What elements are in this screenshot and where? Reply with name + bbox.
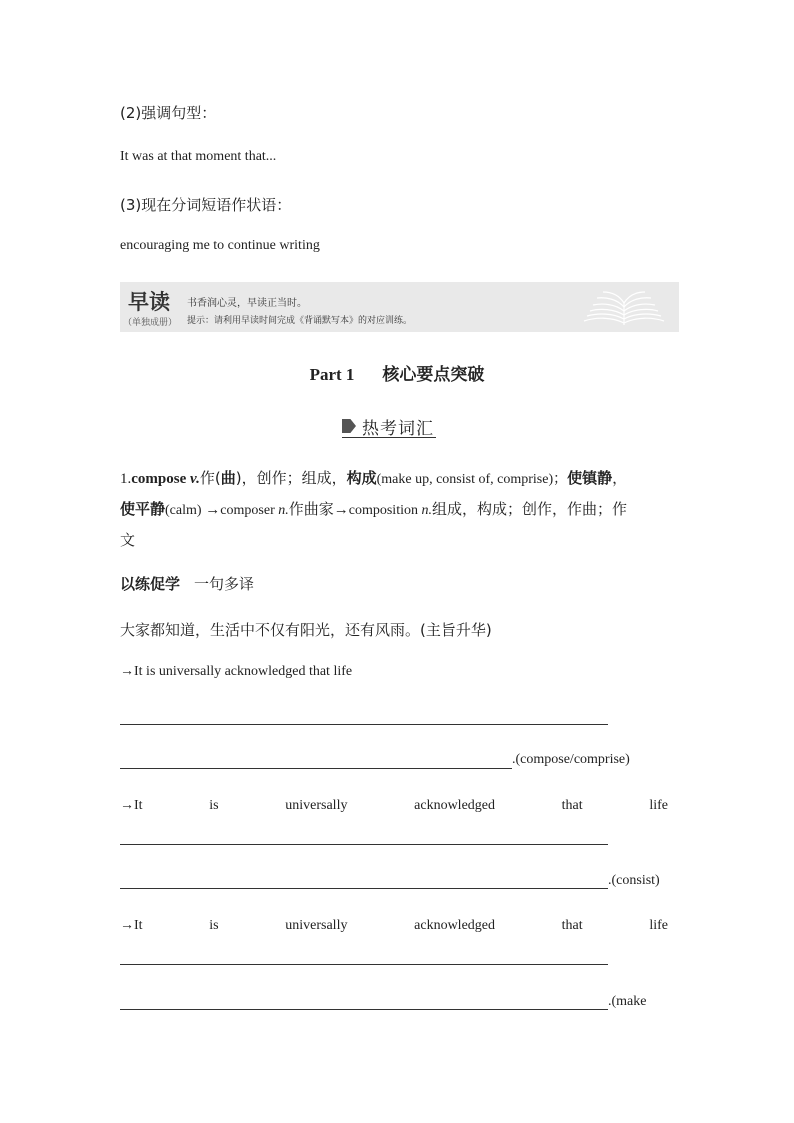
composer-meaning: 作曲家 [288,500,334,518]
vocab-entry-line1 [120,467,627,488]
practice-sub: 一句多译 [194,575,255,593]
section-heading [342,415,436,438]
entry-meaning-3: 构成 [346,469,377,487]
answer-3-start [120,918,668,934]
answer-word: →It [120,918,143,933]
banner-subtitle: （单独成册） [123,318,178,328]
composition-meaning: 组成，构成；创作，作曲；作 [431,500,627,518]
entry-pos: v. [190,471,200,487]
answer-3-blank-1[interactable] [120,964,608,965]
banner-title: 早读 [128,290,170,314]
practice-sentence: 大家都知道，生活中不仅有阳光，还有风雨。(主旨升华) [120,621,492,639]
vocab-entry-line2 [120,498,627,519]
open-book-icon [582,289,666,327]
entry-meaning-5: 使镇静 [567,469,613,487]
answer-word: acknowledged [414,918,495,933]
answer-1-blank-1[interactable] [120,724,608,725]
pos-noun: n. [278,503,289,518]
answer-word: life [649,798,668,813]
vocab-entry-line3: 文 [120,531,136,549]
part-heading: 核心要点突破 [382,365,485,385]
answer-3-blank-2[interactable] [120,1009,608,1010]
answer-2-blank-1[interactable] [120,844,608,845]
practice-label: 以练促学 [120,575,181,593]
entry-calm: (calm) [165,503,202,518]
example-emphasis: It was at that moment that... [120,149,277,164]
banner-tip: 提示：请利用早读时间完成《背诵默写本》的对应训练。 [187,316,413,326]
answer-word: acknowledged [414,798,495,813]
arrow: → [205,502,221,518]
heading-participle-adverbial: (3)现在分词短语作状语： [120,196,292,214]
answer-word: universally [285,798,348,813]
entry-meaning-calm: 使平静 [120,500,166,518]
section-title: 热考词汇 [362,418,434,439]
answer-word: universally [285,918,348,933]
entry-synonyms: (make up, consist of, comprise)； [376,472,568,487]
answer-2-blank-2[interactable] [120,888,608,889]
derivative-composer: composer [220,503,279,518]
answer-word: →It [120,798,143,813]
answer-3-hint: .(make [608,994,647,1009]
entry-meaning-2: )，创作；组成， [235,469,347,487]
entry-number: 1. [120,471,132,487]
arrow: → [333,502,349,518]
example-participle: encouraging me to continue writing [120,238,320,253]
section-marker-icon [342,419,356,433]
pos-noun: n. [421,503,432,518]
heading-emphasis-pattern: (2)强调句型： [120,104,217,122]
answer-2-start [120,798,668,814]
early-reading-banner [120,282,679,332]
part-label: Part 1 [309,365,355,384]
answer-2-hint: .(consist) [608,873,660,888]
answer-word: life [649,918,668,933]
banner-slogan: 书香润心灵，早读正当时。 [187,298,307,309]
practice-heading [120,573,254,594]
answer-1-start: →It is universally acknowledged that life [120,664,353,679]
answer-word: that [561,918,583,933]
entry-word: compose [131,471,187,487]
part-title [0,360,794,385]
answer-word: is [209,918,219,933]
entry-meaning-1: 作( [199,469,221,487]
answer-word: is [209,798,219,813]
derivative-composition: composition [348,503,422,518]
entry-comma: ， [612,469,628,487]
answer-word: that [561,798,583,813]
entry-meaning-1b: 曲 [220,469,236,487]
answer-1-hint: .(compose/comprise) [512,752,630,767]
answer-1-blank-2[interactable] [120,768,512,769]
